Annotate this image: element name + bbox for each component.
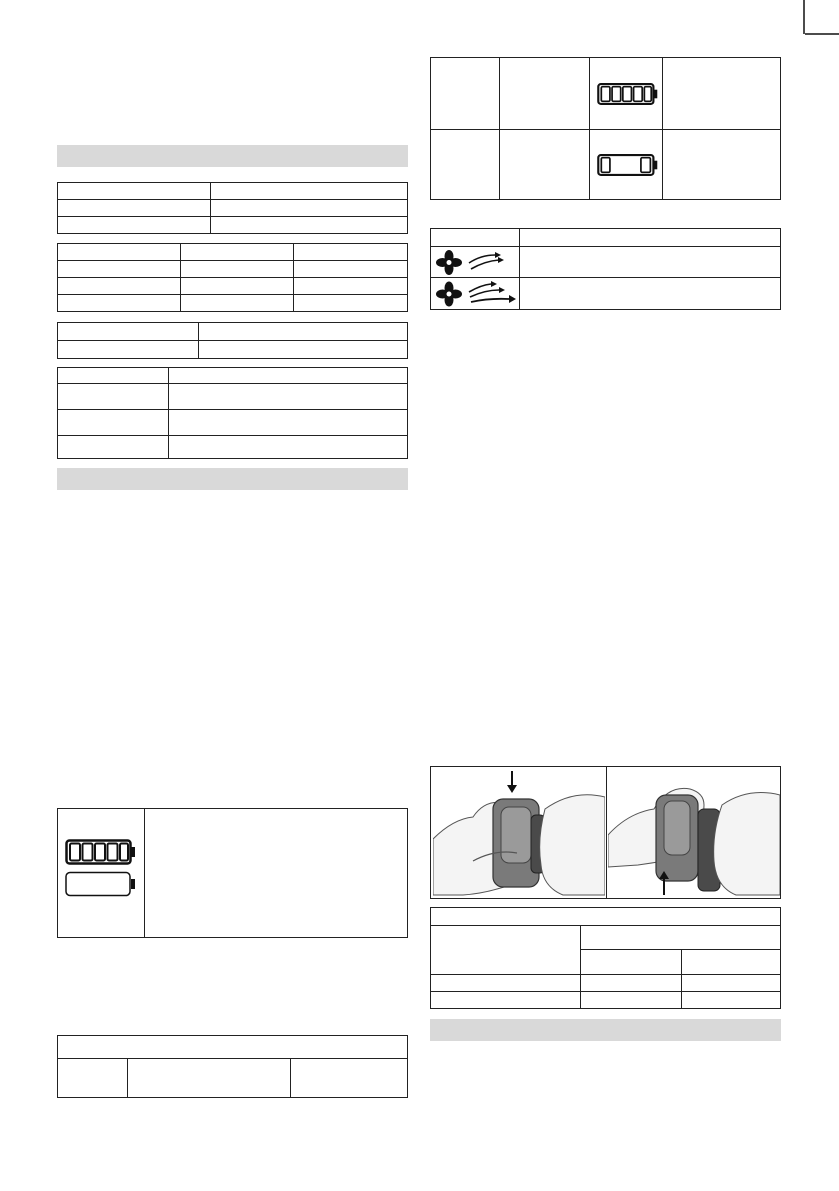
table-cell (58, 341, 199, 359)
col-divider (589, 58, 590, 199)
col-divider (606, 767, 607, 898)
section-bar-safety (57, 468, 408, 490)
table-cell (181, 295, 294, 312)
row-divider (431, 925, 780, 926)
table-cell (294, 278, 408, 295)
table-cell (58, 183, 211, 200)
table-cell (181, 261, 294, 278)
table-cell (58, 217, 211, 234)
battery-full-icon (597, 82, 659, 106)
table-cell (169, 384, 408, 410)
battery-low-icon (597, 153, 659, 177)
table-cell (199, 323, 408, 341)
table-cell (169, 436, 408, 459)
insert-battery-figure (433, 769, 605, 897)
row-divider (58, 1058, 407, 1059)
row-divider (431, 974, 780, 975)
col-divider (127, 1058, 128, 1097)
specs-table-1 (57, 182, 408, 234)
fan-high-speed-icon (435, 280, 517, 308)
row-divider (431, 129, 780, 130)
table-cell (58, 244, 181, 261)
table-cell (58, 295, 181, 312)
bottom-left-table (57, 1035, 408, 1098)
table-cell (181, 278, 294, 295)
col-divider (662, 58, 663, 199)
col-divider (580, 925, 581, 1008)
battery-empty-icon (65, 871, 137, 897)
row-divider (580, 949, 780, 950)
table-cell (211, 217, 408, 234)
table-cell (58, 384, 169, 410)
table-cell (169, 368, 408, 384)
table-cell (211, 183, 408, 200)
table-cell (58, 200, 211, 217)
table-cell (58, 261, 181, 278)
table-cell (294, 295, 408, 312)
remove-battery-figure (608, 769, 780, 897)
compatibility-table (430, 907, 781, 1009)
col-divider (681, 949, 682, 1008)
fan-speed-table (430, 228, 781, 310)
divider (144, 809, 145, 937)
table-cell (294, 244, 408, 261)
table-cell (199, 341, 408, 359)
col-divider (290, 1058, 291, 1097)
table-cell (58, 410, 169, 436)
section-bar-operation (430, 1019, 781, 1041)
row-divider (431, 991, 780, 992)
table-cell (58, 278, 181, 295)
battery-full-icon (65, 839, 137, 865)
specs-table-4 (57, 367, 408, 459)
table-cell (58, 323, 199, 341)
row-divider (431, 246, 780, 247)
col-divider (499, 58, 500, 199)
fan-low-speed-icon (435, 249, 517, 276)
section-bar-technical-data (57, 145, 408, 167)
table-cell (58, 436, 169, 459)
table-cell (181, 244, 294, 261)
table-cell (169, 410, 408, 436)
table-cell (294, 261, 408, 278)
specs-table-3 (57, 322, 408, 359)
battery-illustration-panel (430, 766, 781, 899)
row-divider (431, 277, 780, 278)
battery-level-table (430, 57, 781, 200)
col-divider (519, 229, 520, 309)
table-cell (58, 368, 169, 384)
table-cell (211, 200, 408, 217)
specs-table-2 (57, 243, 408, 312)
battery-charge-box (57, 808, 408, 938)
